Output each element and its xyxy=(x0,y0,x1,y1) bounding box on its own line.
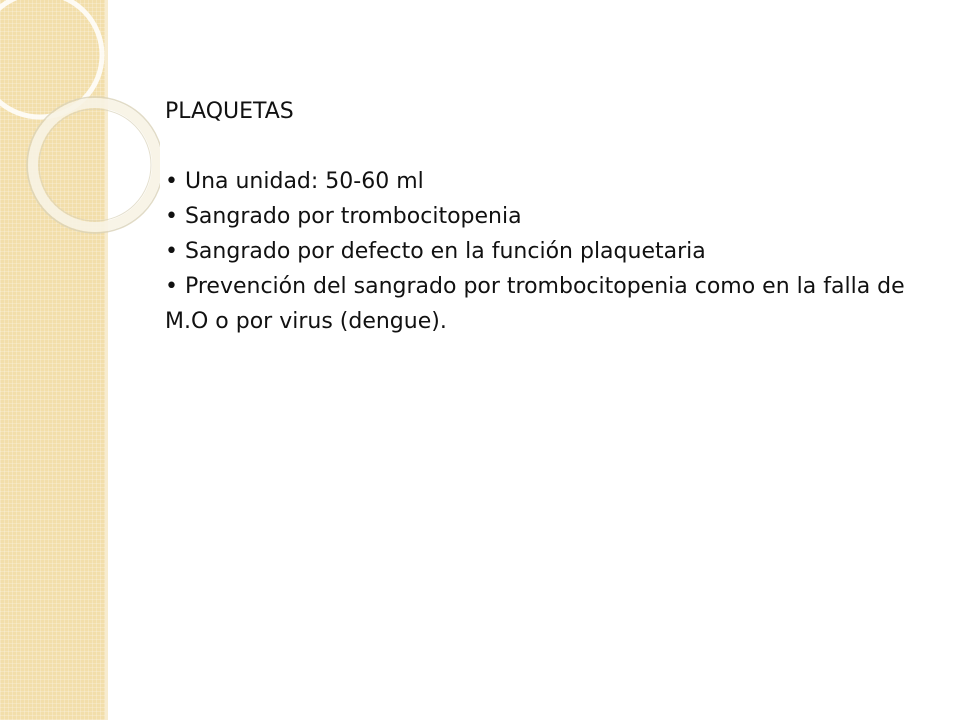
decorative-ring-middle xyxy=(33,103,157,227)
title-spacer xyxy=(165,129,925,164)
slide-content xyxy=(165,94,925,339)
bullet-item-2: • Sangrado por trombocitopenia xyxy=(165,204,522,229)
bullet-item-1: • Una unidad: 50-60 ml xyxy=(165,169,424,194)
bullet-item-3: • Sangrado por defecto en la función plaquetaria xyxy=(165,239,706,264)
decorative-rings xyxy=(0,0,160,260)
decorative-ring-middle-inner xyxy=(39,109,151,221)
slide-title: PLAQUETAS xyxy=(165,99,294,124)
bullet-item-4: • Prevención del sangrado por trombocitopenia como en la falla de M.O o por virus (dengue). xyxy=(165,274,905,334)
